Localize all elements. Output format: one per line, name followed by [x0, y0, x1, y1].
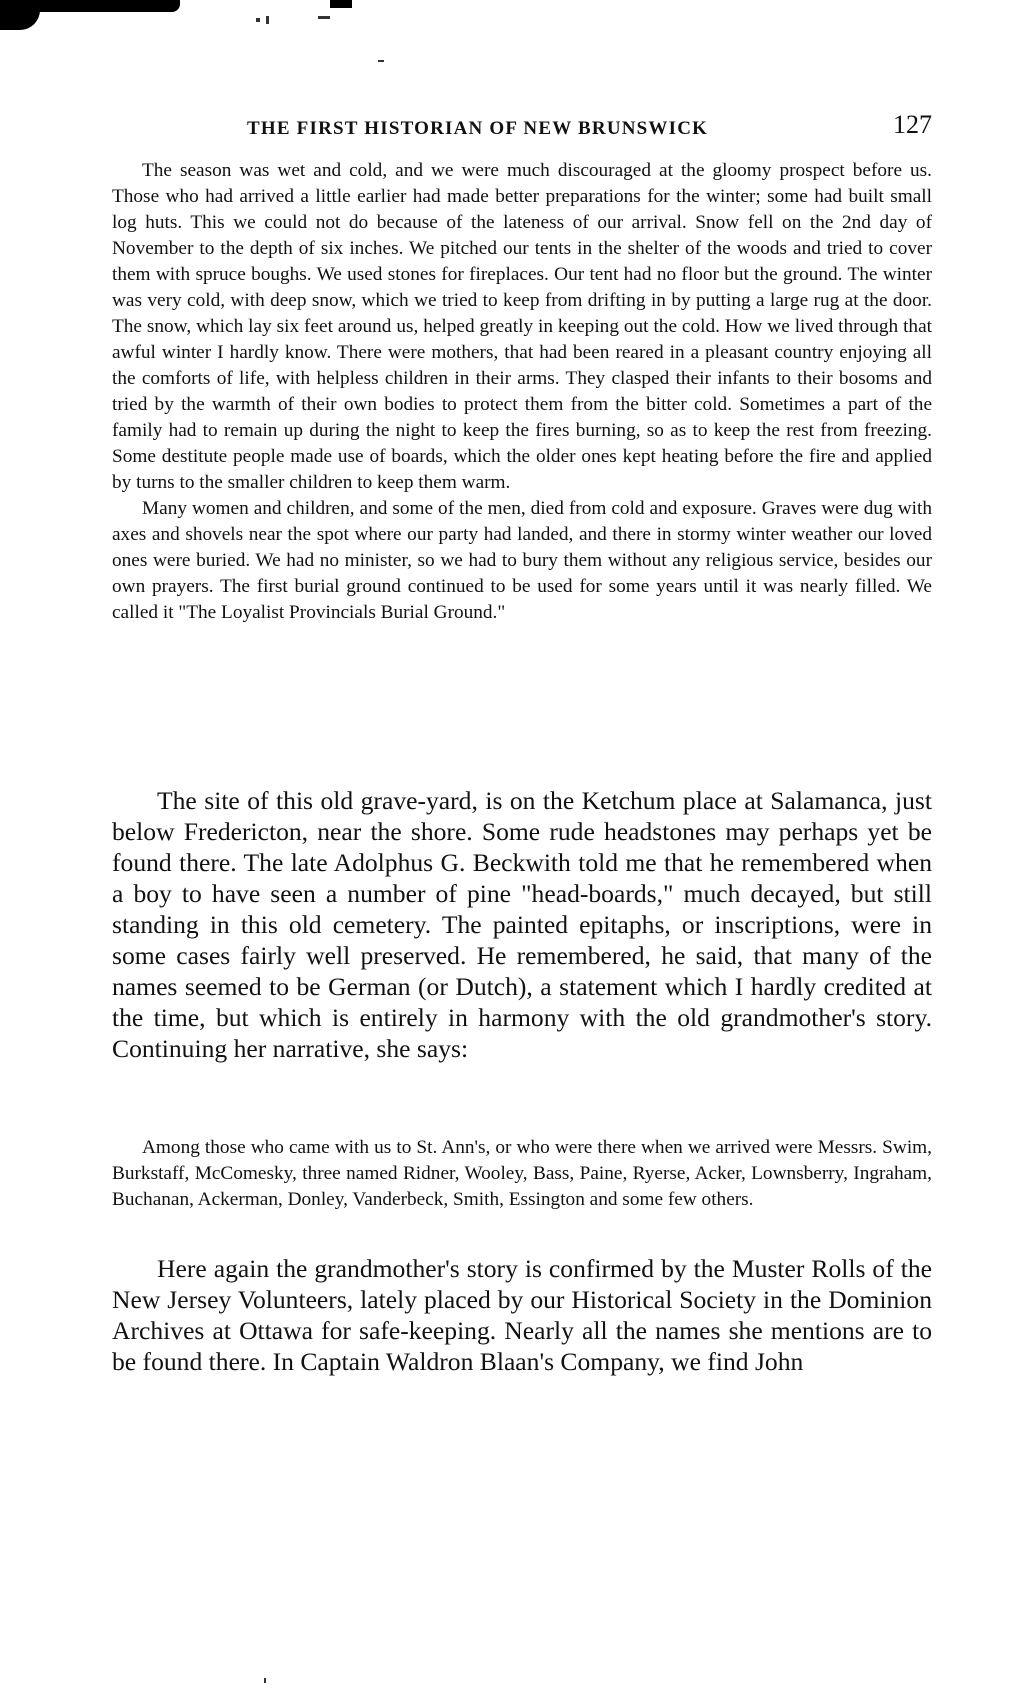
scan-artifact-mark	[378, 60, 384, 62]
main-paragraph-muster-rolls	[112, 1253, 932, 1377]
body-paragraph: Here again the grandmother's story is confirmed by the Muster Rolls of the New Jersey Volunteers, lately placed by our Historical Society in the Dominion Archives at Ottawa for safe-keeping. Nearly all the names she mentions are to be found there. In Captain Waldron Blaan's Company, we find John	[112, 1254, 932, 1376]
running-title: THE FIRST HISTORIAN OF NEW BRUNSWICK	[247, 118, 709, 139]
scan-artifact-bar-right	[330, 0, 352, 8]
page-number: 127	[893, 110, 932, 139]
block-quote-names	[112, 1135, 932, 1213]
scan-artifact-mark	[318, 16, 330, 19]
page-header	[112, 110, 932, 150]
scan-artifact-bar	[30, 0, 180, 12]
main-paragraph-graveyard	[112, 785, 932, 1064]
scan-artifact-mark	[266, 16, 269, 24]
quote-paragraph: Among those who came with us to St. Ann's, or who were there when we arrived were Messrs. Swim, Burkstaff, McComesky, three named Ridner, Wooley, Bass, Paine, Ryerse, Acker, Lownsberry, Ingraham, Buchanan, Ackerman, Donley, Vanderbeck, Smith, Essington and some few others.	[112, 1137, 932, 1210]
scan-artifact-mark	[256, 18, 260, 22]
block-quote-winter	[112, 158, 932, 626]
quote-paragraph: Many women and children, and some of the men, died from cold and exposure. Graves were dug with axes and shovels near the spot where our party had landed, and there in stormy winter weather our loved ones were buried. We had no minister, so we had to bury them without any religious service, besides our own prayers. The first burial ground continued to be used for some years until it was nearly filled. We called it "The Loyalist Provincials Burial Ground."	[112, 498, 932, 623]
scan-artifact-mark	[264, 1678, 266, 1683]
quote-paragraph: The season was wet and cold, and we were much discouraged at the gloomy prospect before us. Those who had arrived a little earlier had made better preparations for the winter; some had built small log huts. This we could not do because of the lateness of our arrival. Snow fell on the 2nd day of November to the depth of six inches. We pitched our tents in the shelter of the woods and tried to cover them with spruce boughs. We used stones for fireplaces. Our tent had no floor but the ground. The winter was very cold, with deep snow, which we tried to keep from drifting in by putting a large rug at the door. The snow, which lay six feet around us, helped greatly in keeping out the cold. How we lived through that awful winter I hardly know. There were mothers, that had been reared in a pleasant country enjoying all the comforts of life, with helpless children in their arms. They clasped their infants to their bosoms and tried by the warmth of their own bodies to protect them from the bitter cold. Sometimes a part of the family had to remain up during the night to keep the fires burning, so as to keep the rest from freezing. Some destitute people made use of boards, which the older ones kept heating before the fire and applied by turns to the smaller children to keep them warm.	[112, 160, 932, 493]
body-paragraph: The site of this old grave-yard, is on the Ketchum place at Salamanca, just below Fredericton, near the shore. Some rude headstones may perhaps yet be found there. The late Adolphus G. Beckwith told me that he remembered when a boy to have seen a number of pine "head-boards," much decayed, but still standing in this old cemetery. The painted epitaphs, or inscriptions, were in some cases fairly well preserved. He remembered, he said, that many of the names seemed to be German (or Dutch), a statement which I hardly credited at the time, but which is entirely in harmony with the old grandmother's story. Continuing her narrative, she says:	[112, 786, 932, 1063]
